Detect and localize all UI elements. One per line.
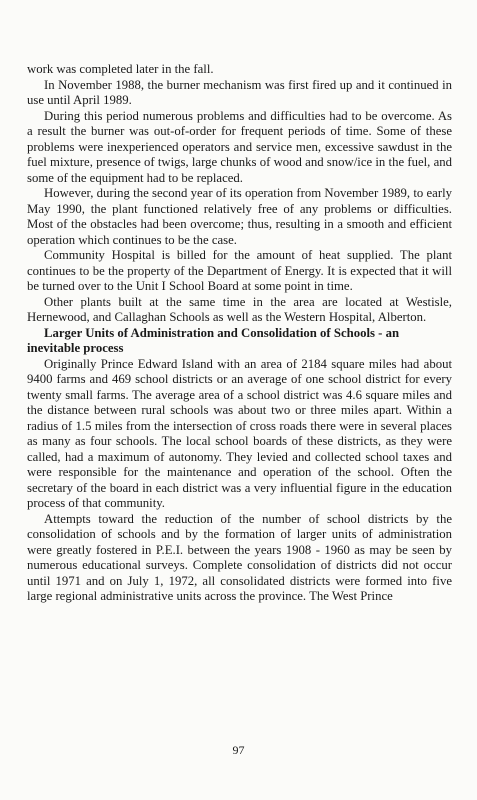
section-heading: Larger Units of Administration and Consolidation of Schools - an inevitable process xyxy=(27,325,400,355)
paragraph-attempts: Attempts toward the reduction of the number of school districts by the consolidation of schools and by the formation of larger units of administration were greatly fostered in P.E.I. between the years 1908 - 1960 as may be seen by numerous educational surveys. Complete consolidation of districts did not occur until 1971 and on July 1, 1972, all consolidated districts were formed into five large regional administrative units across the province. The West Prince xyxy=(27,511,452,603)
paragraph-problems: During this period numerous problems and difficulties had to be overcome. As a result the burner was out-of-order for frequent periods of time. Some of these problems were inexperienced operators and service men, excessive sawdust in the fuel mixture, presence of twigs, large chunks of wood and snow/ice in the fuel, and some of the equipment had to be replaced. xyxy=(27,108,452,185)
paragraph-continuation: work was completed later in the fall. xyxy=(27,62,214,76)
body-text xyxy=(27,62,452,605)
paragraph-burner-first-fired: In November 1988, the burner mechanism was first fired up and it continued in use until April 1989. xyxy=(27,77,452,107)
paragraph-second-year: However, during the second year of its operation from November 1989, to early May 1990, the plant functioned relatively free of any problems or difficulties. Most of the obstacles had been overcome; thus, resulting in a smooth and efficient operation which continues to be the case. xyxy=(27,186,452,247)
paragraph-billing: Community Hospital is billed for the amount of heat supplied. The plant continues to be the property of the Department of Energy. It is expected that it will be turned over to the Unit I School Board at some point in time. xyxy=(27,248,452,293)
paragraph-originally: Originally Prince Edward Island with an area of 2184 square miles had about 9400 farms and 469 school districts or an average of one school district for every twenty small farms. The average area of a school district was 4.6 square miles and the distance between rural schools was about two or three miles apart. Within a radius of 1.5 miles from the intersection of cross roads there were in several places as many as four schools. The local school boards of these districts, as they were called, had a maximum of autonomy. They levied and collected school taxes and were responsible for the maintenance and operation of the school. Often the secretary of the board in each district was a very influential figure in the education process of that community. xyxy=(27,356,452,510)
paragraph-other-plants: Other plants built at the same time in the area are located at Westisle, Hernewood, and Callaghan Schools as well as the Western Hospital, Alberton. xyxy=(27,294,452,324)
page-number: 97 xyxy=(232,743,245,757)
